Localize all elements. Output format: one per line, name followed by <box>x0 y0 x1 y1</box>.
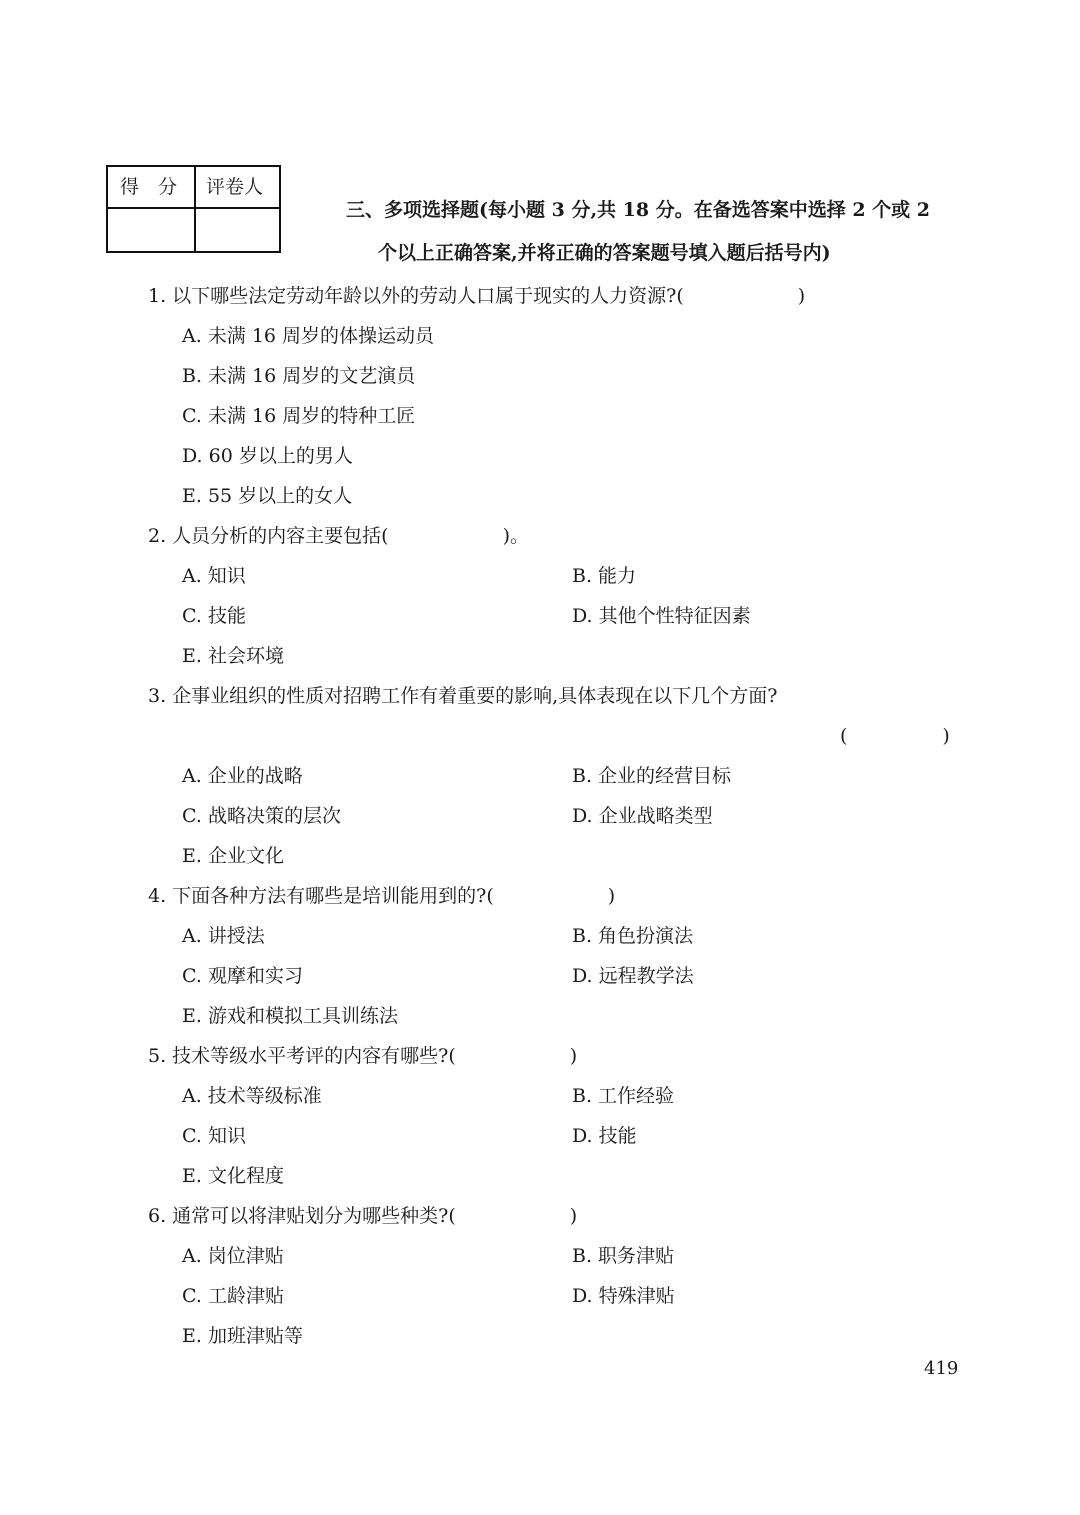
question-2-option-c: C. 技能 <box>182 605 246 627</box>
question-1-option-a: A. 未满 16 周岁的体操运动员 <box>182 325 435 347</box>
question-1-option-c: C. 未满 16 周岁的特种工匠 <box>182 405 416 427</box>
question-5-option-b: B. 工作经验 <box>572 1085 675 1107</box>
question-1-stem: 1. 以下哪些法定劳动年龄以外的劳动人口属于现实的人力资源?( ) <box>148 285 806 307</box>
question-4-option-d: D. 远程教学法 <box>572 965 694 987</box>
question-1-option-d: D. 60 岁以上的男人 <box>182 445 353 467</box>
score-table-divider <box>108 207 279 209</box>
question-4-option-b: B. 角色扮演法 <box>572 925 694 947</box>
question-2-option-e: E. 社会环境 <box>182 645 284 667</box>
question-3-option-b: B. 企业的经营目标 <box>572 765 732 787</box>
question-2-option-a: A. 知识 <box>182 565 246 587</box>
question-5-option-d: D. 技能 <box>572 1125 637 1147</box>
section-heading-line2: 个以上正确答案,并将正确的答案题号填入题后括号内) <box>378 242 831 264</box>
section-heading-line1: 三、多项选择题(每小题 3 分,共 18 分。在备选答案中选择 2 个或 2 <box>346 199 931 221</box>
question-6-stem: 6. 通常可以将津贴划分为哪些种类?( ) <box>148 1205 578 1227</box>
question-6-option-b: B. 职务津贴 <box>572 1245 675 1267</box>
question-5-option-a: A. 技术等级标准 <box>182 1085 322 1107</box>
question-1-option-e: E. 55 岁以上的女人 <box>182 485 353 507</box>
question-4-option-c: C. 观摩和实习 <box>182 965 303 987</box>
question-3-option-a: A. 企业的战略 <box>182 765 303 787</box>
question-6-option-c: C. 工龄津贴 <box>182 1285 284 1307</box>
score-table <box>106 165 281 253</box>
question-5-option-c: C. 知识 <box>182 1125 246 1147</box>
question-5-stem: 5. 技术等级水平考评的内容有哪些?( ) <box>148 1045 578 1067</box>
score-label: 得 分 <box>120 176 178 198</box>
question-3-option-e: E. 企业文化 <box>182 845 284 867</box>
question-6-option-d: D. 特殊津贴 <box>572 1285 675 1307</box>
question-2-option-d: D. 其他个性特征因素 <box>572 605 751 627</box>
question-3-stem: 3. 企事业组织的性质对招聘工作有着重要的影响,具体表现在以下几个方面? <box>148 685 778 707</box>
question-4-option-e: E. 游戏和模拟工具训练法 <box>182 1005 398 1027</box>
question-3-option-d: D. 企业战略类型 <box>572 805 713 827</box>
question-4-option-a: A. 讲授法 <box>182 925 265 947</box>
question-3-answer-bracket: ( ) <box>840 725 950 747</box>
score-table-divider <box>194 167 196 251</box>
grader-label: 评卷人 <box>206 176 264 198</box>
page-number: 419 <box>924 1358 959 1379</box>
question-5-option-e: E. 文化程度 <box>182 1165 284 1187</box>
question-6-option-e: E. 加班津贴等 <box>182 1325 303 1347</box>
question-2-stem: 2. 人员分析的内容主要包括( )。 <box>148 525 529 547</box>
question-4-stem: 4. 下面各种方法有哪些是培训能用到的?( ) <box>148 885 616 907</box>
question-3-option-c: C. 战略决策的层次 <box>182 805 341 827</box>
question-6-option-a: A. 岗位津贴 <box>182 1245 284 1267</box>
question-2-option-b: B. 能力 <box>572 565 637 587</box>
question-1-option-b: B. 未满 16 周岁的文艺演员 <box>182 365 416 387</box>
